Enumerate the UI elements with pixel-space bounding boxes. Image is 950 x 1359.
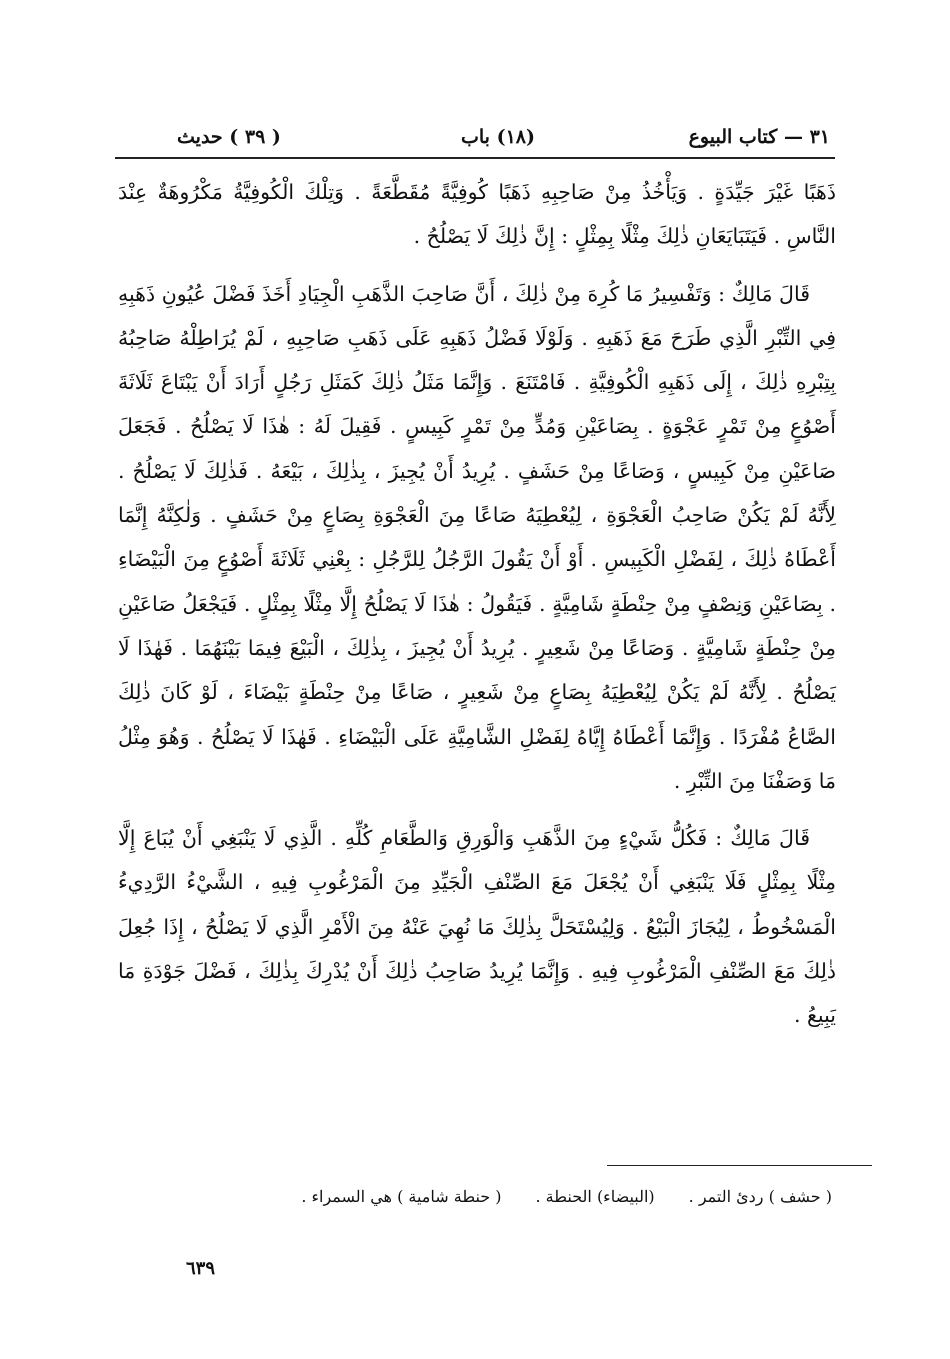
paragraph-continuation: ذَهَبًا غَيْرَ جَيِّدَةٍ . وَيَأْخُذُ مِنْ صَاحِبِهِ ذَهَبًا كُوفِيَّةً مُقَطَّعَةً . وَتِلْكَ الْكُوفِيَّةُ مَكْرُوهَةٌ عِنْدَ النَّاسِ . فَيَتَبَايَعَانِ ذٰلِكَ مِثْلًا بِمِثْلٍ : إِنَّ ذٰلِكَ لَا يَصْلُحُ . (118, 180, 836, 249)
running-header (115, 118, 830, 158)
footnotes (267, 1187, 832, 1206)
paragraph-malik-general-rule: قَالَ مَالِكٌ : فَكُلُّ شَيْءٍ مِنَ الذَّهَبِ وَالْوَرِقِ وَالطَّعَامِ كُلِّهِ . الَّذِي لَا يَنْبَغِي أَنْ يُبَاعَ إِلَّا مِثْلًا بِمِثْلٍ فَلَا يَنْبَغِي أَنْ يُجْعَلَ مَعَ الصِّنْفِ الْجَيِّدِ مِنَ الْمَرْغُوبِ فِيهِ ، الشَّيْءُ الرَّدِيءُ الْمَسْخُوطُ ، لِيُجَازَ الْبَيْعُ . وَلِيُسْتَحَلَّ بِذٰلِكَ مَا نُهِيَ عَنْهُ مِنَ الْأَمْرِ الَّذِي لَا يَصْلُحُ ، إِذَا جُعِلَ ذٰلِكَ مَعَ الصِّنْفِ الْمَرْغُوبِ فِيهِ . وَإِنَّمَا يُرِيدُ صَاحِبُ ذٰلِكَ أَنْ يُدْرِكَ بِذٰلِكَ ، فَضْلَ جَوْدَةِ مَا يَبِيعُ . (118, 826, 836, 1028)
footnote-hinta-shamiya: ( حنطة شامية ) هي السمراء . (301, 1187, 502, 1206)
hadith-label: ( ٣٩ ) حديث (177, 126, 281, 148)
book-title: ٣١ — كتاب البيوع (688, 126, 830, 148)
page-number: ٦٣٩ (186, 1258, 216, 1279)
header-rule (115, 157, 835, 159)
body-text (118, 170, 836, 1051)
footnote-rule (607, 1165, 872, 1166)
footnote-hashaf: ( حشف ) ردئ التمر . (688, 1187, 832, 1206)
paragraph-malik-tafsir: قَالَ مَالِكٌ : وَتَفْسِيرُ مَا كُرِهَ مِنْ ذٰلِكَ ، أَنَّ صَاحِبَ الذَّهَبِ الْجِيَادِ أَخَذَ فَضْلَ عُيُونِ ذَهَبِهِ فِي التِّبْرِ الَّذِي طَرَحَ مَعَ ذَهَبِهِ . وَلَوْلَا فَضْلُ ذَهَبِهِ عَلَى ذَهَبِ صَاحِبِهِ ، لَمْ يُرَاطِلْهُ صَاحِبُهُ بِتِبْرِهِ ذٰلِكَ ، إِلَى ذَهَبِهِ الْكُوفِيَّةِ . فَامْتَنَعَ . وَإِنَّمَا مَثَلُ ذٰلِكَ كَمَثَلِ رَجُلٍ أَرَادَ أَنْ يَبْتَاعَ ثَلَاثَةَ أَصْوُعٍ مِنْ تَمْرٍ عَجْوَةٍ . بِصَاعَيْنِ وَمُدٍّ مِنْ تَمْرٍ كَبِيسٍ . فَقِيلَ لَهُ : هٰذَا لَا يَصْلُحُ . فَجَعَلَ صَاعَيْنِ مِنْ كَبِيسٍ ، وَصَاعًا مِنْ حَشَفٍ . يُرِيدُ أَنْ يُجِيزَ ، بِذٰلِكَ ، بَيْعَهُ . فَذٰلِكَ لَا يَصْلُحُ . لِأَنَّهُ لَمْ يَكُنْ صَاحِبُ الْعَجْوَةِ ، لِيُعْطِيَهُ صَاعًا مِنَ الْعَجْوَةِ بِصَاعٍ مِنْ حَشَفٍ . وَلٰكِنَّهُ إِنَّمَا أَعْطَاهُ ذٰلِكَ ، لِفَضْلِ الْكَبِيسِ . أَوْ أَنْ يَقُولَ الرَّجُلُ لِلرَّجُلِ : بِعْنِي ثَلَاثَةَ أَصْوُعٍ مِنَ الْبَيْضَاءِ . بِصَاعَيْنِ وَنِصْفٍ مِنْ حِنْطَةٍ شَامِيَّةٍ . فَيَقُولُ : هٰذَا لَا يَصْلُحُ إِلَّا مِثْلًا بِمِثْلٍ . فَيَجْعَلُ صَاعَيْنِ مِنْ حِنْطَةٍ شَامِيَّةٍ . وَصَاعًا مِنْ شَعِيرٍ . يُرِيدُ أَنْ يُجِيزَ ، بِذٰلِكَ ، الْبَيْعَ فِيمَا بَيْنَهُمَا . فَهٰذَا لَا يَصْلُحُ . لِأَنَّهُ لَمْ يَكُنْ لِيُعْطِيَهُ بِصَاعٍ مِنْ شَعِيرٍ ، صَاعًا مِنْ حِنْطَةٍ بَيْضَاءَ ، لَوْ كَانَ ذٰلِكَ الصَّاعُ مُفْرَدًا . وَإِنَّمَا أَعْطَاهُ إِيَّاهُ لِفَضْلِ الشَّامِيَّةِ عَلَى الْبَيْضَاءِ . فَهٰذَا لَا يَصْلُحُ . وَهُوَ مِثْلُ مَا وَصَفْنَا مِنَ التِّبْرِ . (118, 281, 836, 793)
chapter-label: (١٨) باب (461, 126, 535, 148)
footnote-baydaa: (البيضاء) الحنطة . (535, 1187, 655, 1206)
